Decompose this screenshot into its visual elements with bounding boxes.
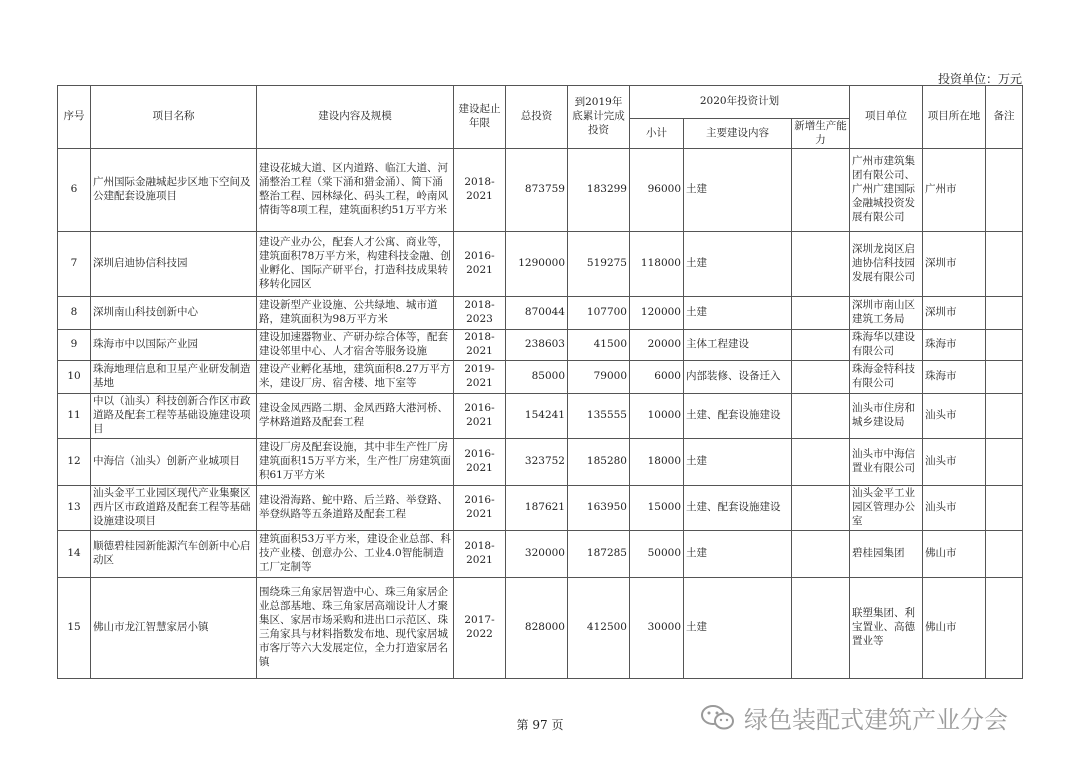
row-period: 2016-2021 [454, 232, 506, 297]
row-unit: 珠海华以建设有限公司 [850, 330, 923, 361]
row-unit: 汕头市中海信置业有限公司 [850, 439, 923, 486]
row-content: 建设新型产业设施、公共绿地、城市道路，建筑面积为98万平方米 [257, 297, 454, 330]
row-remark [986, 232, 1023, 297]
row-content: 建设加速器物业、产研办综合体等，配套建设邻里中心、人才宿舍等服务设施 [257, 330, 454, 361]
row-capacity [792, 361, 850, 394]
row-remark [986, 297, 1023, 330]
header-content: 建设内容及规模 [257, 86, 454, 149]
table-row [58, 330, 1023, 361]
table-row [58, 531, 1023, 578]
table-row [58, 486, 1023, 531]
row-main-content: 土建 [684, 297, 792, 330]
row-subtotal: 18000 [630, 439, 684, 486]
row-total: 870044 [506, 297, 568, 330]
row-content: 建设花城大道、区内道路、临江大道、河涌整治工程（棠下涌和猎金涌）、简下涌整治工程、园林绿化、码头工程，岭南风情街等8项工程，建筑面积约51万平方米 [257, 149, 454, 232]
row-name: 深圳启迪协信科技园 [91, 232, 257, 297]
row-seq: 8 [58, 297, 91, 330]
row-remark [986, 149, 1023, 232]
row-main-content: 土建 [684, 439, 792, 486]
row-total: 154241 [506, 394, 568, 439]
row-total: 187621 [506, 486, 568, 531]
row-name: 佛山市龙江智慧家居小镇 [91, 578, 257, 679]
row-unit: 汕头金平工业园区管理办公室 [850, 486, 923, 531]
row-name: 珠海地理信息和卫星产业研发制造基地 [91, 361, 257, 394]
table-row [58, 394, 1023, 439]
row-main-content: 土建 [684, 149, 792, 232]
row-remark [986, 439, 1023, 486]
row-seq: 14 [58, 531, 91, 578]
row-period: 2016-2021 [454, 486, 506, 531]
row-location: 深圳市 [923, 297, 986, 330]
row-capacity [792, 330, 850, 361]
investment-unit-label: 投资单位：万元 [937, 72, 1022, 86]
row-subtotal: 120000 [630, 297, 684, 330]
header-completed: 到2019年底累计完成投资 [568, 86, 630, 149]
row-name: 顺德碧桂园新能源汽车创新中心启动区 [91, 531, 257, 578]
row-subtotal: 6000 [630, 361, 684, 394]
table-row [58, 361, 1023, 394]
wechat-icon [700, 704, 736, 732]
row-unit: 汕头市住房和城乡建设局 [850, 394, 923, 439]
row-total: 238603 [506, 330, 568, 361]
row-capacity [792, 578, 850, 679]
row-location: 广州市 [923, 149, 986, 232]
row-capacity [792, 439, 850, 486]
row-period: 2017-2022 [454, 578, 506, 679]
header-plan2020: 2020年投资计划 [630, 86, 850, 119]
row-total: 85000 [506, 361, 568, 394]
row-remark [986, 531, 1023, 578]
row-total: 323752 [506, 439, 568, 486]
row-subtotal: 15000 [630, 486, 684, 531]
row-name: 中以（汕头）科技创新合作区市政道路及配套工程等基础设施建设项目 [91, 394, 257, 439]
row-location: 佛山市 [923, 531, 986, 578]
header-remark: 备注 [986, 86, 1023, 149]
row-location: 汕头市 [923, 439, 986, 486]
table-row [58, 232, 1023, 297]
row-seq: 13 [58, 486, 91, 531]
header-row-1 [58, 86, 1023, 119]
row-seq: 9 [58, 330, 91, 361]
row-seq: 12 [58, 439, 91, 486]
row-main-content: 土建 [684, 578, 792, 679]
row-main-content: 土建、配套设施建设 [684, 394, 792, 439]
row-completed: 41500 [568, 330, 630, 361]
table-row [58, 297, 1023, 330]
row-content: 建筑面积53万平方米，建设企业总部、科技产业楼、创意办公、工业4.0智能制造工厂定制等 [257, 531, 454, 578]
row-unit: 珠海金特科技有限公司 [850, 361, 923, 394]
row-period: 2016-2021 [454, 394, 506, 439]
row-period: 2019-2021 [454, 361, 506, 394]
row-content: 围绕珠三角家居智造中心、珠三角家居企业总部基地、珠三角家居高端设计人才聚集区、家居市场采购和进出口示范区、珠三角家具与材料指数发布地、现代家居城市客厅等六大发展定位，全力打造家居名镇 [257, 578, 454, 679]
row-capacity [792, 531, 850, 578]
header-total: 总投资 [506, 86, 568, 149]
row-location: 珠海市 [923, 361, 986, 394]
row-name: 汕头金平工业园区现代产业集聚区西片区市政道路及配套工程等基础设施建设项目 [91, 486, 257, 531]
header-name: 项目名称 [91, 86, 257, 149]
row-seq: 10 [58, 361, 91, 394]
row-capacity [792, 486, 850, 531]
row-completed: 135555 [568, 394, 630, 439]
row-capacity [792, 394, 850, 439]
row-remark [986, 330, 1023, 361]
header-subtotal: 小计 [630, 119, 684, 149]
row-subtotal: 30000 [630, 578, 684, 679]
row-capacity [792, 149, 850, 232]
row-name: 深圳南山科技创新中心 [91, 297, 257, 330]
row-completed: 187285 [568, 531, 630, 578]
row-content: 建设金凤西路二期、金凤西路大港河桥、学林路道路及配套工程 [257, 394, 454, 439]
investment-plan-table [57, 85, 1023, 679]
row-subtotal: 10000 [630, 394, 684, 439]
row-period: 2018-2023 [454, 297, 506, 330]
row-name: 广州国际金融城起步区地下空间及公建配套设施项目 [91, 149, 257, 232]
table-row [58, 578, 1023, 679]
watermark-text: 绿色装配式建筑产业分会 [744, 706, 1008, 734]
row-unit: 广州市建筑集团有限公司、广州广建国际金融城投资发展有限公司 [850, 149, 923, 232]
row-seq: 11 [58, 394, 91, 439]
row-unit: 碧桂园集团 [850, 531, 923, 578]
header-capacity: 新增生产能力 [792, 119, 850, 149]
row-period: 2016-2021 [454, 439, 506, 486]
row-unit: 联塑集团、利宝置业、高德置业等 [850, 578, 923, 679]
row-location: 汕头市 [923, 486, 986, 531]
row-capacity [792, 232, 850, 297]
row-total: 828000 [506, 578, 568, 679]
header-period: 建设起止年限 [454, 86, 506, 149]
header-unit: 项目单位 [850, 86, 923, 149]
row-unit: 深圳市南山区建筑工务局 [850, 297, 923, 330]
row-completed: 107700 [568, 297, 630, 330]
row-completed: 519275 [568, 232, 630, 297]
row-main-content: 土建 [684, 531, 792, 578]
row-seq: 15 [58, 578, 91, 679]
row-completed: 79000 [568, 361, 630, 394]
row-content: 建设滑海路、鮀中路、后兰路、举登路、举登纵路等五条道路及配套工程 [257, 486, 454, 531]
row-period: 2018-2021 [454, 330, 506, 361]
row-total: 320000 [506, 531, 568, 578]
row-subtotal: 20000 [630, 330, 684, 361]
row-subtotal: 118000 [630, 232, 684, 297]
row-unit: 深圳龙岗区启迪协信科技园发展有限公司 [850, 232, 923, 297]
row-completed: 163950 [568, 486, 630, 531]
row-name: 珠海市中以国际产业园 [91, 330, 257, 361]
table-row [58, 439, 1023, 486]
row-period: 2018-2021 [454, 149, 506, 232]
row-subtotal: 50000 [630, 531, 684, 578]
row-location: 汕头市 [923, 394, 986, 439]
row-remark [986, 394, 1023, 439]
row-completed: 185280 [568, 439, 630, 486]
watermark [700, 700, 1008, 735]
header-location: 项目所在地 [923, 86, 986, 149]
row-content: 建设产业办公，配套人才公寓、商业等，建筑面积78万平方米，构建科技金融、创业孵化、国际产研平台，打造科技成果转移转化园区 [257, 232, 454, 297]
row-content: 建设厂房及配套设施，其中非生产性厂房建筑面积15万平方米，生产性厂房建筑面积61万平方米 [257, 439, 454, 486]
row-remark [986, 361, 1023, 394]
row-content: 建设产业孵化基地，建筑面积8.27万平方米，建设厂房、宿舍楼、地下室等 [257, 361, 454, 394]
row-seq: 7 [58, 232, 91, 297]
row-location: 深圳市 [923, 232, 986, 297]
page-number: 第 97 页 [516, 718, 564, 732]
table-row [58, 149, 1023, 232]
row-capacity [792, 297, 850, 330]
row-completed: 183299 [568, 149, 630, 232]
header-seq: 序号 [58, 86, 91, 149]
row-subtotal: 96000 [630, 149, 684, 232]
row-location: 珠海市 [923, 330, 986, 361]
row-remark [986, 486, 1023, 531]
row-total: 1290000 [506, 232, 568, 297]
row-period: 2018-2021 [454, 531, 506, 578]
row-location: 佛山市 [923, 578, 986, 679]
row-main-content: 内部装修、设备迁入 [684, 361, 792, 394]
row-main-content: 土建、配套设施建设 [684, 486, 792, 531]
row-main-content: 土建 [684, 232, 792, 297]
row-seq: 6 [58, 149, 91, 232]
row-completed: 412500 [568, 578, 630, 679]
row-name: 中海信（汕头）创新产业城项目 [91, 439, 257, 486]
header-main-content: 主要建设内容 [684, 119, 792, 149]
row-main-content: 主体工程建设 [684, 330, 792, 361]
row-remark [986, 578, 1023, 679]
row-total: 873759 [506, 149, 568, 232]
